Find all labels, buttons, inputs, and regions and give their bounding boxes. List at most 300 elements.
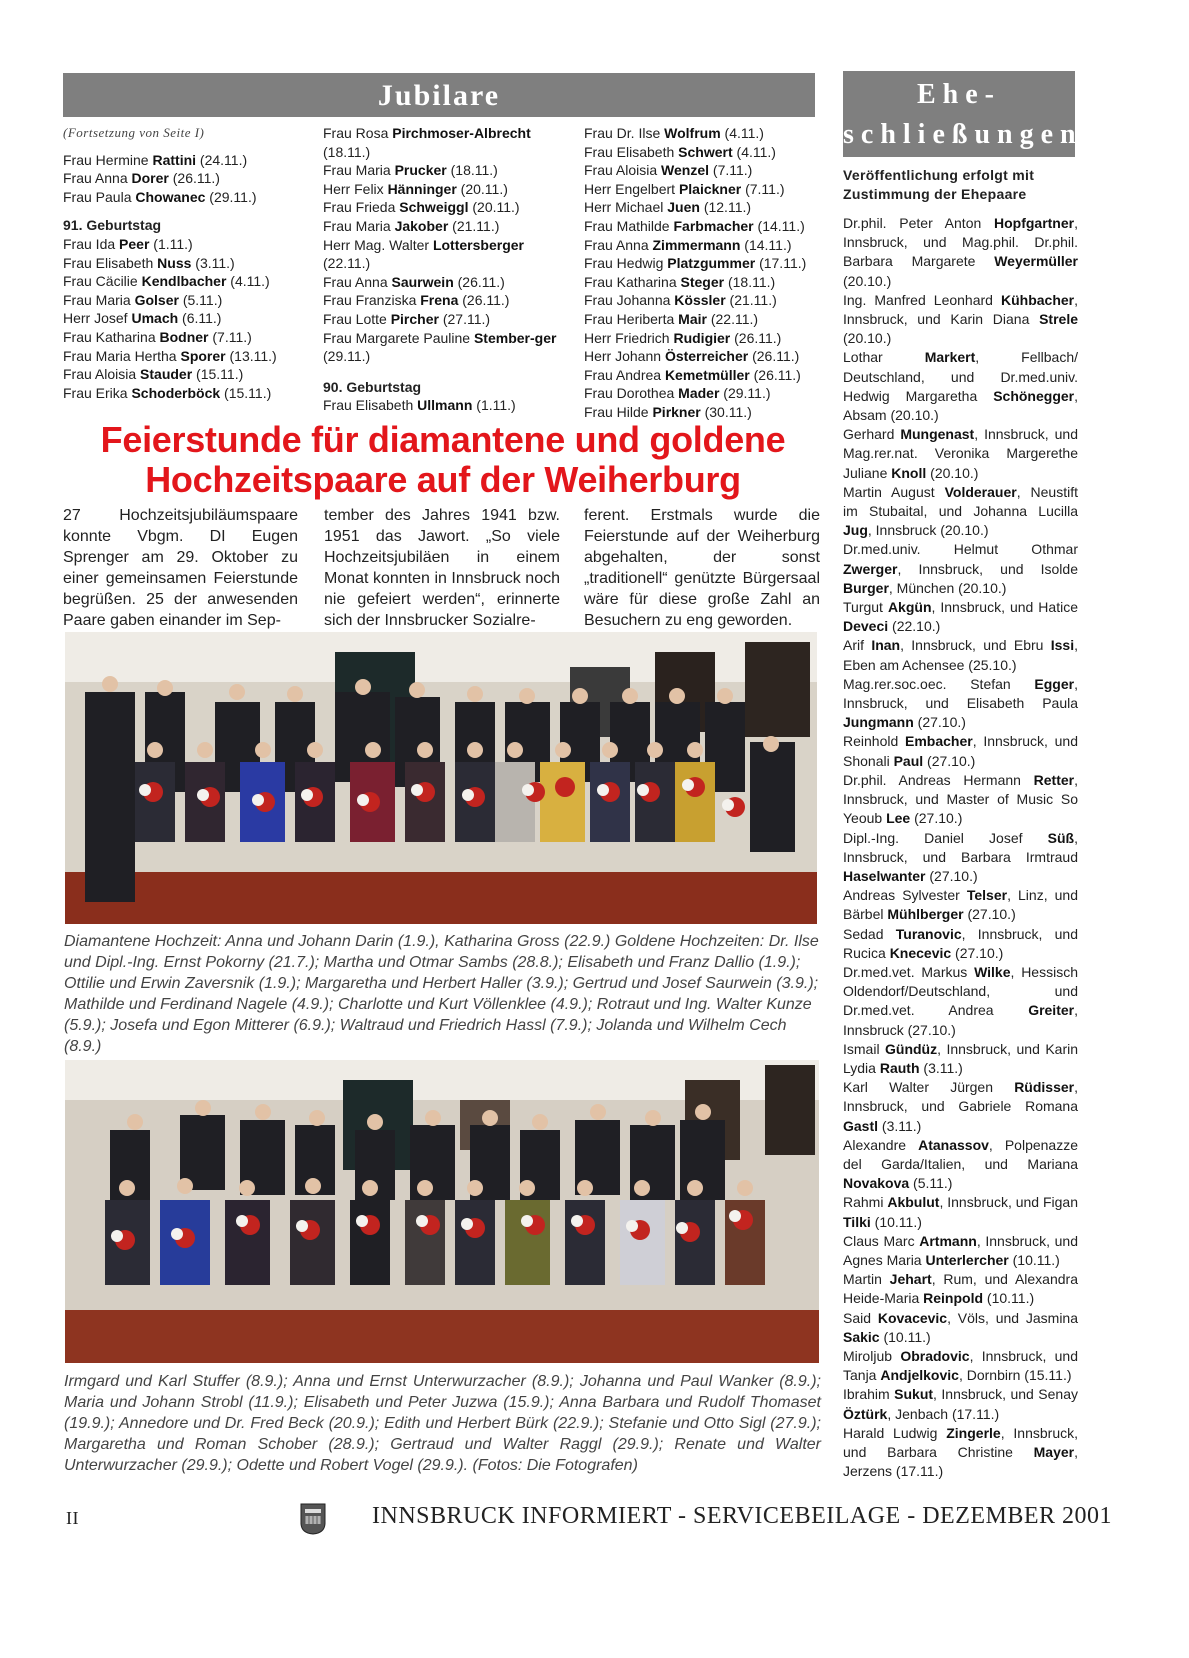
photo-1-caption: Diamantene Hochzeit: Anna und Johann Darin (1.9.), Katharina Gross (22.9.) Goldene Hochzeiten: Dr. Ilse und Dipl.-Ing. Ernst Pokorny (21.7.); Martha und Otmar Sambs (28.8.); Elisabeth und Franz Dallio (1.9.); Ottilie und Erwin Zaversnik (1.9.); Margaretha und Herbert Haller (3.9.); Gertrud und Josef Saurwein (3.9.); Mathilde und Ferdinand Nagele (4.9.); Charlotte und Kurt Völlenklee (4.9.); Rotraut und Ing. Walter Kunze (5.9.); Josefa und Egon Mitterer (6.9.); Waltraud und Friedrich Hassl (7.9.); Jolanda und Wilhelm Cech (8.9.) xyxy=(64,933,819,1055)
entry-text: Frau Katharina xyxy=(584,273,681,290)
list-item xyxy=(323,291,563,310)
entry-text: , Innsbruck, und Mag.phil. Dr.phil. Barbara Margarete xyxy=(843,215,1078,270)
list-item xyxy=(843,636,1078,674)
list-item xyxy=(843,291,1078,349)
entry-text: Sedad xyxy=(843,925,896,942)
surname: Wenzel xyxy=(661,162,710,179)
entry-text: Frau Hilde xyxy=(584,403,653,420)
innsbruck-crest-icon xyxy=(300,1503,326,1535)
entry-text: , Innsbruck, und Karin Diana xyxy=(843,291,1078,328)
entry-text: (20.10.) xyxy=(926,464,979,481)
surname: Atanassov xyxy=(918,1136,989,1153)
surname: Tilki xyxy=(843,1213,871,1230)
entry-text: (15.11.) xyxy=(220,384,272,401)
surname: Frena xyxy=(420,292,459,309)
surname: Kendlbacher xyxy=(141,273,227,290)
list-item xyxy=(323,310,563,329)
surname: Schoderböck xyxy=(131,384,221,401)
ehe-list xyxy=(843,214,1078,1481)
surname: Stauder xyxy=(140,366,193,383)
surname: Lee xyxy=(886,810,911,827)
entry-text: , Innsbruck, und Ebru xyxy=(900,637,1051,654)
list-item xyxy=(584,347,819,366)
list-item xyxy=(323,198,563,217)
entry-text: (27.10.) xyxy=(963,906,1016,923)
surname: Paul xyxy=(893,752,924,769)
section-heading-90: 90. Geburtstag xyxy=(323,378,422,395)
surname: Mader xyxy=(678,385,720,402)
headline-line-2: Hochzeitspaare auf der Weiherburg xyxy=(145,459,741,500)
list-item xyxy=(584,124,819,143)
entry-text: Arif xyxy=(843,637,872,654)
surname: Lottersberger xyxy=(432,236,524,253)
entry-text: (3.11.) xyxy=(191,254,235,271)
list-item xyxy=(63,151,313,170)
surname: Schweiggl xyxy=(399,199,469,216)
list-item xyxy=(323,217,563,236)
entry-text: , München (20.10.) xyxy=(888,579,1007,596)
surname: Gündüz xyxy=(885,1040,938,1057)
list-item xyxy=(323,161,563,180)
surname: Mair xyxy=(678,310,707,327)
entry-text: Ibrahim xyxy=(843,1386,895,1403)
surname: Strele xyxy=(1039,311,1078,328)
surname: Unterlercher xyxy=(925,1251,1009,1268)
surname: Inan xyxy=(871,637,901,654)
surname: Rudigier xyxy=(673,329,731,346)
surname: Turanovic xyxy=(895,925,962,942)
entry-text: (10.11.) xyxy=(983,1290,1035,1307)
entry-text: Dr.phil. Peter Anton xyxy=(843,215,994,231)
list-item xyxy=(584,291,819,310)
article-body-col-1: 27 Hochzeitsjubiläumspaare konnte Vbgm. DI Eugen Sprenger am 29. Oktober zu einer gemeinsamen Feierstunde begrüßen. 25 der anwesenden Paare gaben einander im Sep- xyxy=(63,507,298,629)
surname: Jehart xyxy=(889,1271,932,1288)
entry-text: , Innsbruck, und Hatice xyxy=(931,599,1078,616)
entry-text: (7.11.) xyxy=(709,162,753,179)
surname: Zwerger xyxy=(843,560,898,577)
entry-text: , Innsbruck, und Tanja xyxy=(843,1347,1078,1384)
entry-text: Frau Heriberta xyxy=(584,310,679,327)
surname: Hänninger xyxy=(387,180,457,197)
list-item xyxy=(843,1136,1078,1194)
entry-text: (22.10.) xyxy=(888,618,941,635)
entry-text: , Innsbruck, und Barbara Christine xyxy=(843,1424,1078,1460)
entry-text: Rahmi xyxy=(843,1194,888,1211)
surname: Weyermüller xyxy=(994,253,1078,270)
entry-text: (4.11.) xyxy=(720,125,764,141)
surname: Mayer xyxy=(1033,1444,1075,1460)
entry-text: (14.11.) xyxy=(753,217,805,234)
entry-text: Frau Aloisia xyxy=(584,162,662,179)
surname: Stember-ger xyxy=(473,329,557,346)
list-item xyxy=(843,829,1078,887)
surname: Schönegger xyxy=(993,387,1075,404)
jubilare-list-91 xyxy=(63,235,313,402)
entry-text: Frau Elisabeth xyxy=(584,143,679,160)
entry-text: (14.11.) xyxy=(740,236,792,253)
ehe-title-line-1: Ehe- xyxy=(917,79,1001,110)
surname: Platzgummer xyxy=(667,255,756,272)
list-item xyxy=(323,124,563,161)
list-item xyxy=(63,188,313,207)
entry-text: (22.11.) xyxy=(323,255,371,272)
entry-text: , Innsbruck, und Karin Lydia xyxy=(843,1040,1078,1076)
entry-text: (17.11.) xyxy=(755,255,807,272)
surname: Prucker xyxy=(394,162,447,179)
entry-text: , Innsbruck, und Gabriele Romana xyxy=(843,1079,1078,1115)
surname: Juen xyxy=(667,199,700,216)
entry-text: Frau Maria xyxy=(323,217,395,234)
entry-text: (27.10.) xyxy=(913,714,966,731)
list-item xyxy=(63,384,313,403)
surname: Sporer xyxy=(180,347,226,364)
entry-text: (22.11.) xyxy=(706,310,759,327)
entry-text: (27.11.) xyxy=(438,310,491,327)
surname: Rüdisser xyxy=(1014,1079,1075,1096)
entry-text: (26.11.) xyxy=(749,366,801,383)
entry-text: , Innsbruck, und Mag.rer.nat. Veronika Margerethe Juliane xyxy=(843,426,1078,481)
surname: Retter xyxy=(1033,771,1075,788)
surname: Golser xyxy=(134,291,179,308)
jubilare-list-col2 xyxy=(323,124,563,366)
list-item xyxy=(63,309,313,328)
entry-text: (10.11.) xyxy=(870,1213,922,1230)
section-heading-91: 91. Geburtstag xyxy=(63,217,162,234)
entry-text: (21.11.) xyxy=(725,292,777,309)
entry-text: Frau Johanna xyxy=(584,292,675,309)
surname: Obradovic xyxy=(900,1347,970,1364)
entry-text: Herr Michael xyxy=(584,199,668,216)
list-item xyxy=(843,1347,1078,1385)
entry-text: Frau Erika xyxy=(63,384,132,401)
article-headline xyxy=(63,420,823,500)
list-item xyxy=(843,598,1078,636)
list-item xyxy=(843,1232,1078,1270)
entry-text: (18.11.) xyxy=(724,273,776,290)
entry-text: Miroljub xyxy=(843,1347,901,1364)
entry-text: (5.11.) xyxy=(909,1175,953,1192)
article-body-col-3: ferent. Erstmals wurde die Feierstunde auf der Weiherburg abgehalten, der sonst „traditionell“ genützte Bürgersaal wäre für diese große Zahl an Besuchern zu eng geworden. xyxy=(584,507,820,629)
entry-text: Herr Felix xyxy=(323,180,388,197)
entry-text: Reinhold xyxy=(843,733,905,750)
entry-text: (26.11.) xyxy=(168,170,220,187)
entry-text: (4.11.) xyxy=(732,143,776,160)
continuation-note: (Fortsetzung von Seite I) xyxy=(63,125,205,140)
list-item xyxy=(63,254,313,273)
entry-text: Frau Dorothea xyxy=(584,385,679,402)
entry-text: Andreas Sylvester xyxy=(843,887,967,904)
surname: Wolfrum xyxy=(664,125,721,141)
entry-text: , Hessisch Oldendorf/Deutschland, und Dr.med.vet. Andrea xyxy=(843,963,1078,1019)
entry-text: Frau Paula xyxy=(63,188,136,205)
jubilare-column-1 xyxy=(63,124,313,402)
entry-text: Frau Mathilde xyxy=(584,217,674,234)
surname: Akgün xyxy=(887,599,932,616)
surname: Akbulut xyxy=(887,1194,940,1211)
entry-text: (24.11.) xyxy=(196,151,248,168)
entry-text: Mag.rer.soc.oec. Stefan xyxy=(843,675,1035,692)
list-item xyxy=(63,169,313,188)
entry-text: , Innsbruck, und Shonali xyxy=(843,733,1078,769)
group-photo-1-illustration xyxy=(65,632,817,924)
entry-text: Frau Cäcilie xyxy=(63,273,142,290)
list-item xyxy=(323,396,563,415)
entry-text: Frau Dr. Ilse xyxy=(584,125,665,141)
list-item xyxy=(843,1040,1078,1078)
list-item xyxy=(843,1078,1078,1136)
list-item xyxy=(843,214,1078,291)
entry-text: Frau Anna xyxy=(63,170,132,187)
entry-text: Frau Lotte xyxy=(323,310,391,327)
list-item xyxy=(584,161,819,180)
surname: Jungmann xyxy=(843,714,914,731)
list-item xyxy=(63,347,313,366)
entry-text: (29.11.) xyxy=(205,188,257,205)
list-item xyxy=(584,217,819,236)
entry-text: , Innsbruck, und Senay xyxy=(933,1386,1078,1403)
surname: Pirkner xyxy=(652,403,701,420)
entry-text: Martin August xyxy=(843,483,945,500)
entry-text: (29.11.) xyxy=(719,385,771,402)
entry-text: Herr Johann xyxy=(584,348,665,365)
surname: Markert xyxy=(924,349,976,366)
entry-text: (20.10.) xyxy=(843,272,892,289)
surname: Wilke xyxy=(974,963,1011,980)
entry-text: , Innsbruck, und Barbara Irmtraud xyxy=(843,829,1078,865)
surname: Haselwanter xyxy=(843,867,926,884)
surname: Öztürk xyxy=(843,1405,888,1422)
list-item xyxy=(843,1424,1078,1482)
entry-text: Dr.med.univ. Helmut Othmar xyxy=(843,541,1078,558)
surname: Artmann xyxy=(919,1232,977,1249)
entry-text: (18.11.) xyxy=(446,162,498,179)
entry-text: Frau Hedwig xyxy=(584,255,668,272)
footer-title: INNSBRUCK INFORMIERT - SERVICEBEILAGE - DEZEMBER 2001 xyxy=(372,1503,1113,1529)
entry-text: Karl Walter Jürgen xyxy=(843,1079,1015,1096)
entry-text: Dr.phil. Andreas Hermann xyxy=(843,771,1034,788)
surname: Embacher xyxy=(905,733,973,750)
entry-text: , Innsbruck, und Figan xyxy=(939,1194,1078,1211)
entry-text: (20.10.) xyxy=(843,330,892,347)
surname: Chowanec xyxy=(135,188,206,205)
list-item xyxy=(63,272,313,291)
entry-text: (7.11.) xyxy=(208,328,252,345)
entry-text: (1.11.) xyxy=(149,235,193,252)
entry-text: Said xyxy=(843,1309,878,1326)
surname: Plaickner xyxy=(678,180,742,197)
entry-text: (5.11.) xyxy=(178,291,223,308)
entry-text: (26.11.) xyxy=(458,292,510,309)
surname: Issi xyxy=(1050,637,1075,654)
list-item xyxy=(584,310,819,329)
entry-text: , Innsbruck, und Agnes Maria xyxy=(843,1232,1078,1268)
list-item xyxy=(843,732,1078,770)
jubilare-list-top xyxy=(63,151,313,207)
group-photo-2 xyxy=(65,1060,819,1363)
list-item xyxy=(843,771,1078,829)
entry-text: (27.10.) xyxy=(923,752,976,769)
list-item xyxy=(323,273,563,292)
surname: Peer xyxy=(119,235,150,252)
surname: Rauth xyxy=(879,1059,920,1076)
entry-text: Martin xyxy=(843,1271,890,1288)
entry-text: , Innsbruck, und Elisabeth Paula xyxy=(843,675,1078,712)
surname: Jakober xyxy=(394,217,449,234)
ehe-title-bar xyxy=(843,71,1083,157)
list-item xyxy=(323,329,563,366)
surname: Mühlberger xyxy=(887,906,964,923)
entry-text: , Eben am Achensee (25.10.) xyxy=(843,637,1078,673)
entry-text: Herr Mag. Walter xyxy=(323,236,433,253)
entry-text: (20.11.) xyxy=(456,180,508,197)
ehe-column xyxy=(843,166,1078,1481)
entry-text: (3.11.) xyxy=(919,1059,963,1076)
entry-text: (1.11.) xyxy=(472,397,516,414)
list-item xyxy=(584,180,819,199)
surname: Telser xyxy=(966,887,1008,904)
list-item xyxy=(63,328,313,347)
entry-text: (27.10.) xyxy=(910,810,963,827)
surname: Volderauer xyxy=(944,483,1017,500)
surname: Gastl xyxy=(843,1117,879,1134)
entry-text: (13.11.) xyxy=(225,347,277,364)
surname: Umach xyxy=(131,310,179,327)
entry-text: , Linz, und Bärbel xyxy=(843,887,1078,923)
list-item xyxy=(584,236,819,255)
entry-text: Harald Ludwig xyxy=(843,1424,947,1441)
list-item xyxy=(843,1309,1078,1347)
surname: Steger xyxy=(680,273,725,290)
entry-text: (10.11.) xyxy=(1008,1251,1060,1268)
surname: Pircher xyxy=(390,310,439,327)
surname: Pirchmoser-Albrecht xyxy=(392,125,531,141)
entry-text: (26.11.) xyxy=(730,329,782,346)
surname: Zimmermann xyxy=(652,236,741,253)
list-item xyxy=(584,329,819,348)
surname: Hopfgartner xyxy=(993,215,1075,231)
entry-text: , Innsbruck, und Rucica xyxy=(843,925,1078,961)
entry-text: , Absam (20.10.) xyxy=(843,387,1078,424)
list-item xyxy=(843,483,1078,541)
article-body-col-2: tember des Jahres 1941 bzw. 1951 das Jawort. „So viele Hochzeitsjubiläen in einem Monat konnten in Innsbruck noch nie gefeiert werden“, erinnerte sich der Innsbrucker Sozialre- xyxy=(324,507,560,629)
entry-text: (27.10.) xyxy=(925,867,978,884)
entry-text: Frau Frieda xyxy=(323,199,400,216)
entry-text: Lothar xyxy=(843,349,925,366)
surname: Schwert xyxy=(678,143,733,160)
surname: Kemetmüller xyxy=(664,366,750,383)
surname: Knecevic xyxy=(889,944,952,961)
surname: Bodner xyxy=(159,328,209,345)
entry-text: Dr.med.vet. Markus xyxy=(843,963,975,980)
surname: Reinpold xyxy=(923,1290,984,1307)
entry-text: (15.11.) xyxy=(192,366,244,383)
list-item xyxy=(843,675,1078,733)
surname: Sukut xyxy=(894,1386,934,1403)
entry-text: Ismail xyxy=(843,1040,886,1057)
entry-text: (3.11.) xyxy=(878,1117,922,1134)
entry-text: Claus Marc xyxy=(843,1232,920,1249)
entry-text: Ing. Manfred Leonhard xyxy=(843,291,1001,308)
surname: Zingerle xyxy=(946,1424,1001,1441)
entry-text: (4.11.) xyxy=(226,273,270,290)
entry-text: Frau Anna xyxy=(584,236,653,253)
entry-text: Frau Andrea xyxy=(584,366,665,383)
ehe-intro: Veröffentlichung erfolgt mit Zustimmung der Ehepaare xyxy=(843,167,1035,202)
entry-text: Herr Friedrich xyxy=(584,329,674,346)
entry-text: Herr Engelbert xyxy=(584,180,679,197)
entry-text: (18.11.) xyxy=(323,143,371,160)
list-item xyxy=(843,963,1078,1040)
entry-text: , Innsbruck (27.10.) xyxy=(843,1002,1078,1038)
list-item xyxy=(843,886,1078,924)
entry-text: Frau Elisabeth xyxy=(323,397,418,414)
entry-text: (6.11.) xyxy=(178,310,222,327)
surname: Greiter xyxy=(1028,1002,1075,1019)
entry-text: (21.11.) xyxy=(448,217,500,234)
entry-text: Frau Ida xyxy=(63,235,120,252)
list-item xyxy=(63,365,313,384)
list-item xyxy=(843,1193,1078,1231)
entry-text: Dipl.-Ing. Daniel Josef xyxy=(843,829,1048,846)
list-item xyxy=(584,198,819,217)
surname: Ullmann xyxy=(417,397,473,414)
list-item xyxy=(843,540,1078,598)
list-item xyxy=(584,384,819,403)
photo-2-caption: Irmgard und Karl Stuffer (8.9.); Anna und Ernst Unterwurzacher (8.9.); Johanna und Paul Wanker (8.9.); Maria und Johann Strobl (11.9.); Elisabeth und Peter Juzwa (15.9.); Anna Barbara und Rudolf Thomaset (19.9.); Annedore und Dr. Fred Beck (20.9.); Edith und Herbert Bürk (22.9.); Stefanie und Otto Sigl (27.9.); Margaretha und Roman Schober (28.9.); Gertraud und Walter Raggl (29.9.); Renate und Walter Unterwurzacher (29.9.); Odette und Robert Vogel (29.9.). (Fotos: Die Fotografen) xyxy=(64,1373,821,1474)
entry-text: Frau Margarete Pauline xyxy=(323,329,474,346)
list-item xyxy=(843,348,1078,425)
list-item xyxy=(584,273,819,292)
entry-text: (10.11.) xyxy=(879,1328,931,1345)
surname: Kovacevic xyxy=(877,1309,948,1326)
entry-text: Herr Josef xyxy=(63,310,132,327)
entry-text: , Innsbruck, und Master of Music So Yeoub xyxy=(843,771,1078,827)
surname: Dorer xyxy=(131,170,169,187)
entry-text: Gerhard xyxy=(843,426,901,443)
entry-text: (12.11.) xyxy=(699,199,752,216)
surname: Süß xyxy=(1047,829,1075,846)
entry-text: Turgut xyxy=(843,599,888,616)
entry-text: Frau Anna xyxy=(323,273,392,290)
jubilare-list-col3 xyxy=(584,124,819,422)
list-item xyxy=(843,925,1078,963)
surname: Mungenast xyxy=(900,426,975,443)
entry-text: Frau Katharina xyxy=(63,328,160,345)
jubilare-list-90 xyxy=(323,396,563,415)
entry-text: (27.10.) xyxy=(951,944,1004,961)
entry-text: Frau Franziska xyxy=(323,292,421,309)
list-item xyxy=(323,180,563,199)
jubilare-title: Jubilare xyxy=(377,79,501,112)
entry-text: , Fellbach/ Deutschland, und Dr.med.univ. Hedwig Margaretha xyxy=(843,349,1078,404)
surname: Jug xyxy=(843,522,868,539)
entry-text: , Innsbruck, und Isolde xyxy=(897,560,1078,577)
entry-text: Alexandre xyxy=(843,1136,919,1153)
entry-text: Frau Maria xyxy=(63,291,135,308)
entry-text: (26.11.) xyxy=(453,273,505,290)
surname: Novakova xyxy=(843,1175,910,1192)
headline-line-1: Feierstunde für diamantene und goldene xyxy=(100,419,786,460)
surname: Saurwein xyxy=(391,273,454,290)
entry-text: Frau Maria Hertha xyxy=(63,347,181,364)
surname: Sakic xyxy=(843,1328,880,1345)
entry-text: , Völs, und Jasmina xyxy=(947,1309,1078,1326)
entry-text: , Rum, und Alexandra Heide-Maria xyxy=(843,1271,1078,1307)
list-item xyxy=(843,1270,1078,1308)
surname: Nuss xyxy=(157,254,192,271)
entry-text: , Dornbirn (15.11.) xyxy=(958,1367,1072,1384)
entry-text: , Innsbruck (20.10.) xyxy=(867,522,989,539)
